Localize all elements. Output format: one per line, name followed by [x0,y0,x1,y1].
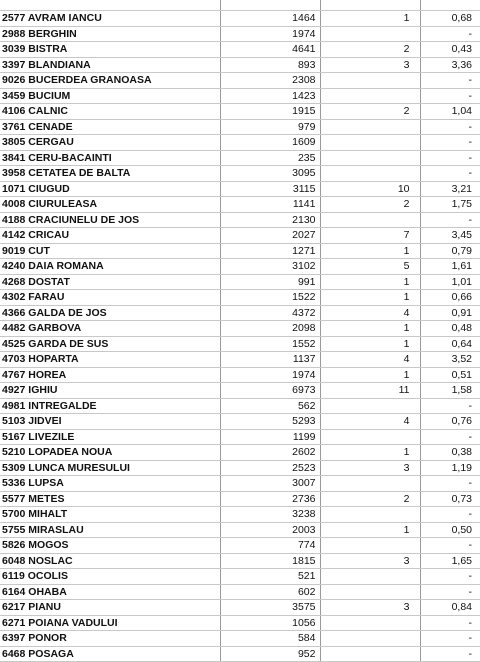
population-cell[interactable]: 584 [220,631,320,647]
rate-cell[interactable]: 3,21 [420,181,480,197]
count-cell[interactable]: 1 [320,367,420,383]
count-cell[interactable]: 5 [320,259,420,275]
table-row[interactable] [0,538,480,554]
rate-cell[interactable]: 1,75 [420,197,480,213]
locality-cell[interactable]: 4981 INTREGALDE [0,398,220,414]
locality-cell[interactable]: 4482 GARBOVA [0,321,220,337]
population-cell[interactable]: 3575 [220,600,320,616]
locality-cell[interactable]: 2988 BERGHIN [0,26,220,42]
locality-cell[interactable]: 3459 BUCIUM [0,88,220,104]
rate-cell[interactable]: 0,51 [420,367,480,383]
count-cell[interactable]: 3 [320,553,420,569]
table-row[interactable] [0,631,480,647]
table-row[interactable] [0,321,480,337]
locality-cell[interactable]: 6048 NOSLAC [0,553,220,569]
rate-cell[interactable]: - [420,73,480,89]
rate-cell[interactable]: 1,65 [420,553,480,569]
table-row[interactable] [0,569,480,585]
population-cell[interactable]: 3007 [220,476,320,492]
rate-cell[interactable]: - [420,166,480,182]
table-row[interactable] [0,42,480,58]
count-cell[interactable]: 1 [320,290,420,306]
locality-cell[interactable]: 3761 CENADE [0,119,220,135]
rate-cell[interactable]: - [420,631,480,647]
table-row[interactable] [0,646,480,662]
rate-cell[interactable]: - [420,88,480,104]
locality-cell[interactable]: 4366 GALDA DE JOS [0,305,220,321]
locality-cell[interactable]: 2577 AVRAM IANCU [0,11,220,27]
table-row[interactable] [0,259,480,275]
table-row[interactable] [0,274,480,290]
table-row[interactable] [0,26,480,42]
table-row[interactable] [0,398,480,414]
population-cell[interactable]: 893 [220,57,320,73]
count-cell[interactable]: 2 [320,42,420,58]
count-cell[interactable]: 2 [320,197,420,213]
rate-cell[interactable]: 1,04 [420,104,480,120]
locality-cell[interactable]: 5309 LUNCA MURESULUI [0,460,220,476]
count-cell[interactable]: 3 [320,460,420,476]
table-row[interactable] [0,197,480,213]
locality-cell[interactable]: 5577 METES [0,491,220,507]
table-row[interactable] [0,228,480,244]
table-row[interactable] [0,584,480,600]
locality-cell[interactable]: 1071 CIUGUD [0,181,220,197]
table-row[interactable] [0,0,480,11]
count-cell[interactable]: 1 [320,11,420,27]
locality-cell[interactable]: 6164 OHABA [0,584,220,600]
rate-cell[interactable]: - [420,429,480,445]
population-cell[interactable]: 991 [220,274,320,290]
locality-cell[interactable]: 3039 BISTRA [0,42,220,58]
locality-cell[interactable]: 3397 BLANDIANA [0,57,220,73]
rate-cell[interactable]: - [420,615,480,631]
population-cell[interactable]: 1137 [220,352,320,368]
population-cell[interactable]: 1974 [220,367,320,383]
table-row[interactable] [0,507,480,523]
rate-cell[interactable]: 1,58 [420,383,480,399]
count-cell[interactable]: 1 [320,445,420,461]
count-cell[interactable] [320,429,420,445]
population-cell[interactable]: 1464 [220,11,320,27]
population-cell[interactable]: 2130 [220,212,320,228]
rate-cell[interactable]: 0,50 [420,522,480,538]
population-cell[interactable]: 1423 [220,88,320,104]
table-row[interactable] [0,57,480,73]
table-row[interactable] [0,73,480,89]
rate-cell[interactable]: 3,36 [420,57,480,73]
population-cell[interactable]: 1609 [220,135,320,151]
count-cell[interactable] [320,73,420,89]
count-cell[interactable] [320,119,420,135]
locality-cell[interactable]: 5167 LIVEZILE [0,429,220,445]
rate-cell[interactable]: 1,19 [420,460,480,476]
locality-cell[interactable]: 3958 CETATEA DE BALTA [0,166,220,182]
count-cell[interactable]: 1 [320,336,420,352]
rate-cell[interactable]: - [420,26,480,42]
rate-cell[interactable]: - [420,135,480,151]
locality-cell[interactable]: 5755 MIRASLAU [0,522,220,538]
count-cell[interactable] [320,569,420,585]
rate-cell[interactable]: - [420,212,480,228]
rate-cell[interactable]: - [420,538,480,554]
rate-cell[interactable]: 1,61 [420,259,480,275]
population-cell[interactable]: 1915 [220,104,320,120]
table-row[interactable] [0,166,480,182]
count-cell[interactable] [320,150,420,166]
locality-cell[interactable]: 4767 HOREA [0,367,220,383]
population-cell[interactable]: 1815 [220,553,320,569]
table-row[interactable] [0,150,480,166]
locality-cell[interactable]: 3841 CERU-BACAINTI [0,150,220,166]
rate-cell[interactable]: 0,66 [420,290,480,306]
table-row[interactable] [0,383,480,399]
population-cell[interactable]: 6973 [220,383,320,399]
rate-cell[interactable]: 3,45 [420,228,480,244]
table-row[interactable] [0,476,480,492]
count-cell[interactable] [320,26,420,42]
count-cell[interactable]: 4 [320,352,420,368]
table-row[interactable] [0,522,480,538]
locality-cell[interactable]: 4268 DOSTAT [0,274,220,290]
locality-cell[interactable]: 4142 CRICAU [0,228,220,244]
table-row[interactable] [0,290,480,306]
count-cell[interactable] [320,538,420,554]
population-cell[interactable]: 4641 [220,42,320,58]
locality-cell[interactable]: 4188 CRACIUNELU DE JOS [0,212,220,228]
locality-cell[interactable]: 5826 MOGOS [0,538,220,554]
locality-cell[interactable]: 9026 BUCERDEA GRANOASA [0,73,220,89]
count-cell[interactable]: 10 [320,181,420,197]
population-cell[interactable]: 1974 [220,26,320,42]
count-cell[interactable] [320,88,420,104]
table-row[interactable] [0,135,480,151]
rate-cell[interactable]: 0,84 [420,600,480,616]
rate-cell[interactable]: - [420,507,480,523]
count-cell[interactable]: 1 [320,274,420,290]
population-cell[interactable]: 5293 [220,414,320,430]
population-cell[interactable]: 1522 [220,290,320,306]
locality-cell[interactable]: 4302 FARAU [0,290,220,306]
table-row[interactable] [0,305,480,321]
table-row[interactable] [0,429,480,445]
table-row[interactable] [0,119,480,135]
locality-cell[interactable]: 3805 CERGAU [0,135,220,151]
rate-cell[interactable]: - [420,569,480,585]
locality-cell[interactable]: 5103 JIDVEI [0,414,220,430]
rate-cell[interactable]: 0,68 [420,11,480,27]
table-row[interactable] [0,553,480,569]
count-cell[interactable]: 3 [320,600,420,616]
population-cell[interactable]: 2003 [220,522,320,538]
table-row[interactable] [0,181,480,197]
rate-cell[interactable]: 0,43 [420,42,480,58]
population-cell[interactable]: 1552 [220,336,320,352]
rate-cell[interactable]: 0,64 [420,336,480,352]
table-row[interactable] [0,104,480,120]
count-cell[interactable]: 3 [320,57,420,73]
rate-cell[interactable]: - [420,584,480,600]
count-cell[interactable]: 2 [320,104,420,120]
locality-cell[interactable]: 4525 GARDA DE SUS [0,336,220,352]
count-cell[interactable] [320,135,420,151]
locality-cell[interactable]: 4106 CALNIC [0,104,220,120]
population-cell[interactable]: 3115 [220,181,320,197]
count-cell[interactable]: 11 [320,383,420,399]
population-cell[interactable]: 562 [220,398,320,414]
table-row[interactable] [0,491,480,507]
count-cell[interactable] [320,398,420,414]
count-cell[interactable]: 1 [320,243,420,259]
locality-cell[interactable]: 5336 LUPSA [0,476,220,492]
count-cell[interactable] [320,476,420,492]
count-cell[interactable] [320,166,420,182]
rate-cell[interactable]: 1,01 [420,274,480,290]
table-row[interactable] [0,336,480,352]
locality-cell[interactable]: 6271 POIANA VADULUI [0,615,220,631]
table-row[interactable] [0,11,480,27]
locality-cell[interactable]: 6217 PIANU [0,600,220,616]
rate-cell[interactable]: 0,48 [420,321,480,337]
population-cell[interactable] [220,0,320,11]
locality-cell[interactable] [0,0,220,11]
rate-cell[interactable] [420,0,480,11]
count-cell[interactable]: 1 [320,522,420,538]
count-cell[interactable] [320,507,420,523]
population-cell[interactable]: 1271 [220,243,320,259]
table-row[interactable] [0,600,480,616]
table-row[interactable] [0,212,480,228]
rate-cell[interactable]: - [420,150,480,166]
locality-cell[interactable]: 5210 LOPADEA NOUA [0,445,220,461]
population-cell[interactable]: 2523 [220,460,320,476]
population-cell[interactable]: 521 [220,569,320,585]
locality-cell[interactable]: 4927 IGHIU [0,383,220,399]
rate-cell[interactable]: - [420,646,480,662]
count-cell[interactable] [320,631,420,647]
locality-cell[interactable]: 4008 CIURULEASA [0,197,220,213]
rate-cell[interactable]: 0,38 [420,445,480,461]
population-cell[interactable]: 602 [220,584,320,600]
population-cell[interactable]: 1199 [220,429,320,445]
population-cell[interactable]: 1056 [220,615,320,631]
table-row[interactable] [0,414,480,430]
population-cell[interactable]: 4372 [220,305,320,321]
rate-cell[interactable]: 0,79 [420,243,480,259]
locality-cell[interactable]: 4240 DAIA ROMANA [0,259,220,275]
table-row[interactable] [0,460,480,476]
table-row[interactable] [0,88,480,104]
population-cell[interactable]: 3102 [220,259,320,275]
count-cell[interactable] [320,212,420,228]
count-cell[interactable]: 2 [320,491,420,507]
population-cell[interactable]: 2027 [220,228,320,244]
count-cell[interactable]: 4 [320,305,420,321]
count-cell[interactable]: 4 [320,414,420,430]
rate-cell[interactable]: 0,91 [420,305,480,321]
rate-cell[interactable]: - [420,476,480,492]
population-cell[interactable]: 1141 [220,197,320,213]
locality-cell[interactable]: 6119 OCOLIS [0,569,220,585]
population-cell[interactable]: 2098 [220,321,320,337]
population-cell[interactable]: 3238 [220,507,320,523]
rate-cell[interactable]: 3,52 [420,352,480,368]
table-row[interactable] [0,243,480,259]
count-cell[interactable] [320,646,420,662]
population-cell[interactable]: 2602 [220,445,320,461]
count-cell[interactable]: 1 [320,321,420,337]
population-cell[interactable]: 2736 [220,491,320,507]
count-cell[interactable] [320,0,420,11]
rate-cell[interactable]: - [420,119,480,135]
table-row[interactable] [0,352,480,368]
population-cell[interactable]: 979 [220,119,320,135]
population-cell[interactable]: 952 [220,646,320,662]
population-cell[interactable]: 235 [220,150,320,166]
locality-cell[interactable]: 5700 MIHALT [0,507,220,523]
locality-cell[interactable]: 6468 POSAGA [0,646,220,662]
count-cell[interactable] [320,615,420,631]
rate-cell[interactable]: 0,73 [420,491,480,507]
population-cell[interactable]: 3095 [220,166,320,182]
table-row[interactable] [0,445,480,461]
population-cell[interactable]: 2308 [220,73,320,89]
population-cell[interactable]: 774 [220,538,320,554]
locality-cell[interactable]: 4703 HOPARTA [0,352,220,368]
rate-cell[interactable]: - [420,398,480,414]
count-cell[interactable]: 7 [320,228,420,244]
count-cell[interactable] [320,584,420,600]
table-row[interactable] [0,367,480,383]
locality-cell[interactable]: 6397 PONOR [0,631,220,647]
locality-cell[interactable]: 9019 CUT [0,243,220,259]
table-row[interactable] [0,615,480,631]
rate-cell[interactable]: 0,76 [420,414,480,430]
